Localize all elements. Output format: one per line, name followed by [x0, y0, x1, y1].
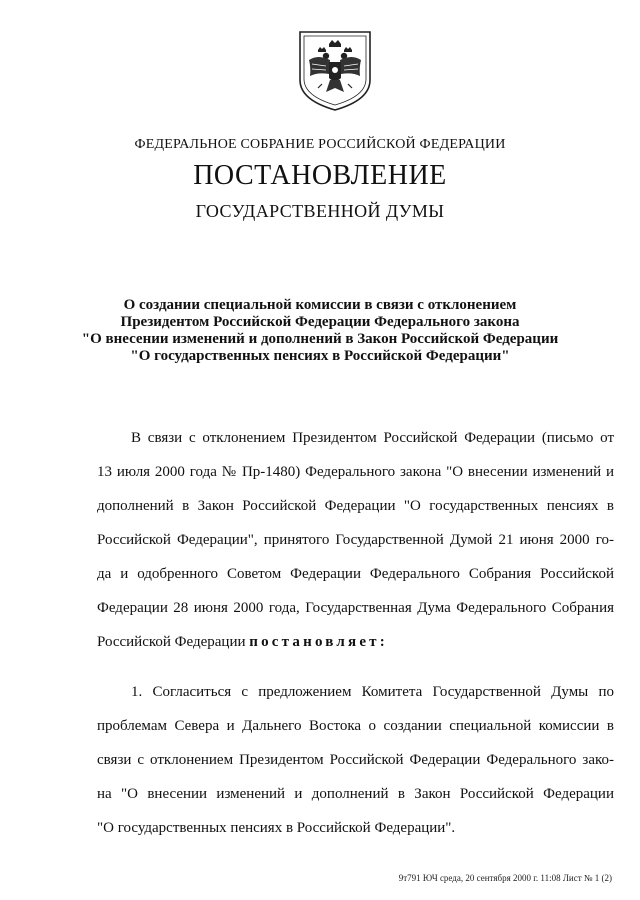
paragraph-line: 13 июля 2000 года № Пр-1480) Федерального закона "О внесении изменений и: [97, 464, 614, 480]
preamble-paragraph: [97, 421, 614, 659]
title-line: "О государственных пенсиях в Российской Федерации": [130, 348, 510, 364]
paragraph-line-resolves: [97, 625, 614, 659]
title-line: О создании специальной комиссии в связи с отклонением: [123, 297, 517, 313]
paragraph-line: на "О внесении изменений и дополнений в Закон Российской Федерации: [97, 786, 614, 802]
paragraph-line: проблемам Севера и Дальнего Востока о создании специальной комиссии в: [97, 718, 614, 734]
paragraph-line: связи с отклонением Президентом Российской Федерации Федерального зако-: [97, 752, 614, 768]
document-issuer: ГОСУДАРСТВЕННОЙ ДУМЫ: [195, 201, 445, 221]
coat-of-arms-icon: [296, 28, 374, 112]
paragraph-line: В связи с отклонением Президентом Российской Федерации (письмо от: [131, 430, 614, 446]
item-1-paragraph: [97, 675, 614, 845]
paragraph-line: "О государственных пенсиях в Российской Федерации".: [97, 820, 456, 836]
resolves-word: постановляет:: [249, 634, 388, 650]
assembly-name: ФЕДЕРАЛЬНОЕ СОБРАНИЕ РОССИЙСКОЙ ФЕДЕРАЦИИ: [134, 137, 506, 152]
title-line: Президентом Российской Федерации Федерального закона: [120, 314, 520, 330]
paragraph-line: 1. Согласиться с предложением Комитета Государственной Думы по: [131, 684, 614, 700]
paragraph-line: Федерации 28 июня 2000 года, Государственная Дума Федерального Собрания: [97, 600, 614, 616]
paragraph-line: Российской Федерации", принятого Государственной Думой 21 июня 2000 го-: [97, 532, 614, 548]
resolution-title: [0, 297, 640, 365]
paragraph-line-text: Российской Федерации: [97, 634, 246, 650]
document-type: ПОСТАНОВЛЕНИЕ: [193, 160, 447, 191]
title-line: "О внесении изменений и дополнений в Закон Российской Федерации: [81, 331, 559, 347]
page-footer: 9т791 ЮЧ среда, 20 сентября 2000 г. 11:08 Лист № 1 (2): [398, 873, 612, 883]
paragraph-line: дополнений в Закон Российской Федерации "О государственных пенсиях в: [97, 498, 614, 514]
paragraph-line: да и одобренного Советом Федерации Федерального Собрания Российской: [97, 566, 614, 582]
